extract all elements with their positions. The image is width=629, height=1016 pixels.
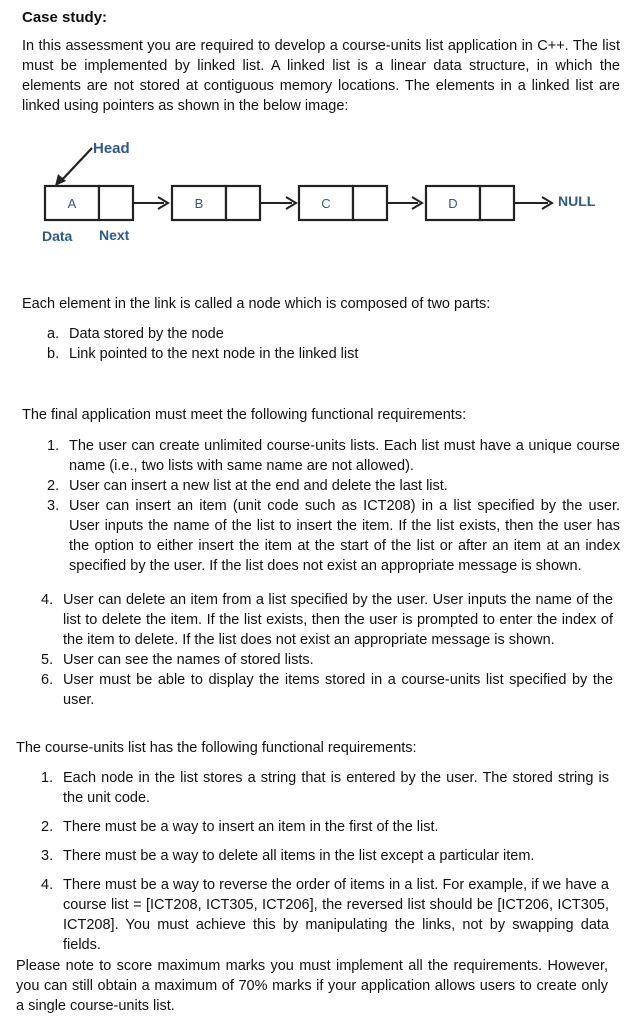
list-requirements-list — [41, 768, 609, 955]
node-a-data: A — [67, 196, 77, 211]
list-item: a. Data stored by the node — [47, 326, 224, 342]
list-item: 3. There must be a way to delete all items in the list except a particular item. — [41, 848, 535, 864]
next-label: Next — [99, 227, 130, 243]
node-intro: Each element in the link is called a node which is composed of two parts: — [22, 296, 491, 312]
app-requirements-intro: The final application must meet the following functional requirements: — [22, 407, 467, 423]
node-b — [172, 186, 260, 220]
list-item: 4. User can delete an item from a list specified by the user. User inputs the name of the list to delete the item. If the list exists, then the user is prompted to enter the index of the item to delete. If the list does not exist an appropriate message is shown. — [41, 592, 613, 648]
list-item: 2. There must be a way to insert an item in the first of the list. — [41, 819, 439, 835]
arrow-d-null — [514, 197, 552, 209]
list-item: 6. User must be able to display the items stored in a course-units list specified by the user. — [41, 672, 613, 708]
arrow-b-c — [260, 197, 296, 209]
list-item: 1. Each node in the list stores a string that is entered by the user. The stored string is the unit code. — [41, 770, 609, 806]
linked-list-diagram — [0, 130, 629, 255]
null-label: NULL — [558, 193, 596, 209]
head-label: Head — [93, 140, 130, 157]
list-item: 5. User can see the names of stored lists. — [41, 652, 314, 668]
app-requirements-list — [47, 436, 620, 576]
app-requirements-list-continued — [41, 590, 613, 710]
list-item: 2. User can insert a new list at the end and delete the last list. — [47, 478, 448, 494]
node-c — [299, 186, 387, 220]
data-label: Data — [42, 228, 73, 244]
intro-paragraph: In this assessment you are required to develop a course-units list application in C++. The list must be implemented by linked list. A linked list is a linear data structure, in which the elements are not stored at contiguous memory locations. The elements in a linked list are linked using pointers as shown in the below image: — [22, 38, 620, 114]
closing-note: Please note to score maximum marks you must implement all the requirements. However, you can still obtain a maximum of 70% marks if your application allows users to create only a single course-units list. — [16, 958, 608, 1014]
node-b-data: B — [194, 196, 204, 211]
node-d — [426, 186, 514, 220]
node-c-data: C — [321, 196, 331, 211]
node-parts-list — [47, 324, 620, 364]
case-study-heading: Case study: — [22, 9, 108, 26]
node-d-data: D — [448, 196, 458, 211]
node-a — [45, 186, 133, 220]
list-requirements-intro: The course-units list has the following functional requirements: — [16, 740, 417, 756]
list-item: 1. The user can create unlimited course-units lists. Each list must have a unique course name (i.e., two lists with same name are not allowed). — [47, 438, 620, 474]
list-item: b. Link pointed to the next node in the linked list — [47, 346, 359, 362]
arrow-c-d — [387, 197, 422, 209]
list-item: 3. User can insert an item (unit code such as ICT208) in a list specified by the user. User inputs the name of the list to insert the item. If the list exists, then the user has the option to either insert the item at the start of the list or after an item at an index specified by the user. If the list does not exist an appropriate message is shown. — [47, 498, 620, 574]
arrow-a-b — [133, 197, 168, 209]
list-item: 4. There must be a way to reverse the order of items in a list. For example, if we have a course list = [ICT208, ICT305, ICT206], the reversed list should be [ICT206, ICT305, ICT208]. You must achieve this by manipulating the links, not by swapping data fields. — [41, 877, 609, 953]
